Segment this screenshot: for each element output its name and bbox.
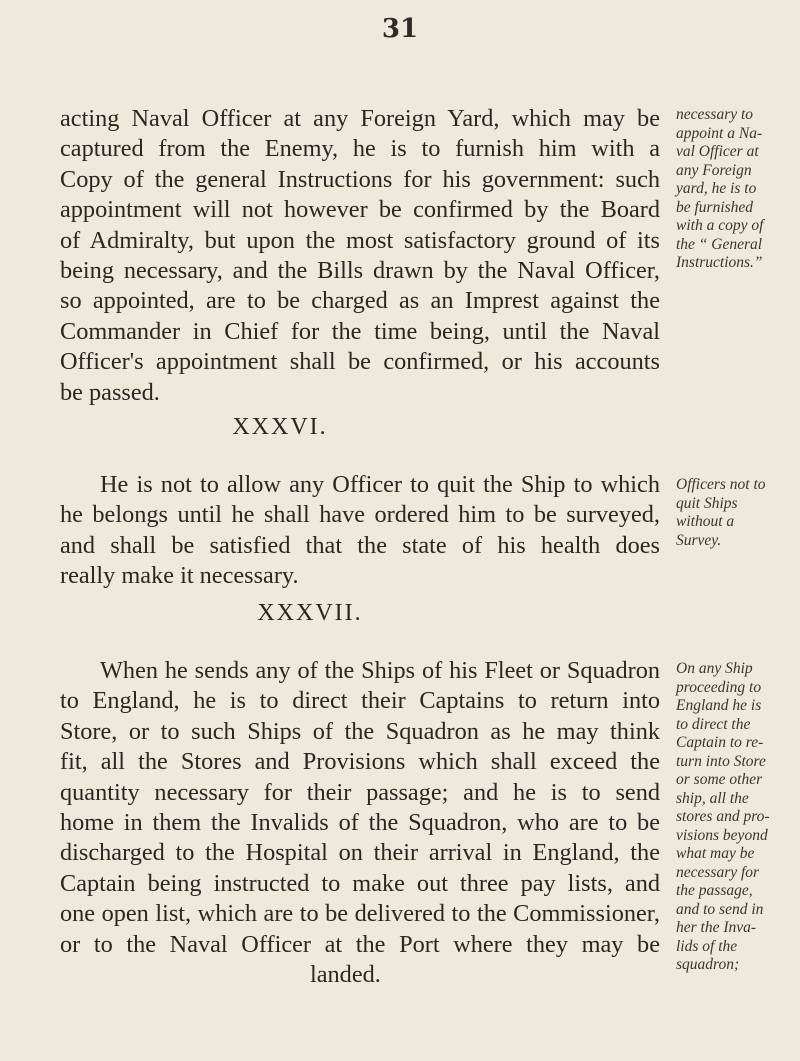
paragraph-article-xxxvii <box>60 656 660 990</box>
page-number: 31 <box>381 14 419 44</box>
note-line: without a <box>676 513 735 530</box>
text-line: be passed. <box>60 378 160 406</box>
note-line: what may be <box>676 845 755 862</box>
note-line: necessary to <box>676 106 754 123</box>
note-line: appoint a Na- <box>676 124 763 142</box>
text-line: quantity necessary for their passage; and he is to send <box>60 778 660 806</box>
text-line: of Admiralty, but upon the most satisfactory ground of its <box>60 226 660 254</box>
text-line: home in them the Invalids of the Squadron, who are to be <box>60 809 660 837</box>
text-line: discharged to the Hospital on their arrival in England, the <box>60 839 660 867</box>
text-line: Captain being instructed to make out three pay lists, and <box>60 869 660 897</box>
note-line: On any Ship <box>676 660 753 677</box>
text-line: acting Naval Officer at any Foreign Yard, which may be <box>60 105 660 132</box>
note-line: or some other <box>676 771 763 788</box>
text-line: Commander in Chief for the time being, until the Naval <box>60 317 660 345</box>
article-heading-xxxvi: XXXVI. <box>232 414 328 440</box>
marginal-note-ship-to-england <box>676 660 796 975</box>
marginal-note-survey <box>676 476 796 550</box>
note-line: visions beyond <box>676 826 768 844</box>
note-line: any Foreign <box>676 161 752 179</box>
note-line: the passage, <box>676 882 753 899</box>
text-line: Store, or to such Ships of the Squadron as he may think <box>60 717 660 745</box>
note-line: stores and pro- <box>676 808 770 825</box>
note-line: quit Ships <box>676 494 738 512</box>
note-line: the “ General <box>676 235 763 253</box>
text-line: really make it necessary. <box>60 562 299 590</box>
text-line: fit, all the Stores and Provisions which shall exceed the <box>60 748 660 776</box>
note-line: Officers not to <box>676 476 766 493</box>
text-line: one open list, which are to be delivered to the Commissioner, <box>60 900 660 928</box>
note-line: Captain to re- <box>676 734 764 751</box>
paragraph-continuation <box>60 104 660 408</box>
note-line: val Officer at <box>676 143 759 160</box>
note-line: squadron; <box>676 956 740 973</box>
article-heading-xxxvii: XXXVII. <box>257 600 363 626</box>
text-line: He is not to allow any Officer to quit the Ship to which <box>100 471 660 498</box>
note-line: her the Inva- <box>676 919 757 936</box>
text-line: appointment will not however be confirmed by the Board <box>60 196 660 224</box>
text-line: to England, he is to direct their Captains to return into <box>60 687 660 715</box>
text-line: he belongs until he shall have ordered him to be surveyed, <box>60 501 660 529</box>
text-line: Officer's appointment shall be confirmed, or his accounts <box>60 348 660 376</box>
note-line: lids of the <box>676 937 738 955</box>
text-line: or to the Naval Officer at the Port where they may be <box>60 930 660 958</box>
note-line: necessary for <box>676 863 760 881</box>
note-line: Instructions.” <box>676 254 763 271</box>
note-line: proceeding to <box>676 678 762 696</box>
note-line: to direct the <box>676 715 751 733</box>
text-line: captured from the Enemy, he is to furnish him with a <box>60 135 660 163</box>
text-line: When he sends any of the Ships of his Fleet or Squadron <box>100 657 660 684</box>
paragraph-article-xxxvi <box>60 470 660 592</box>
text-line: landed. <box>310 961 381 989</box>
note-line: Survey. <box>676 531 722 549</box>
note-line: turn into Store <box>676 752 766 770</box>
text-line: being necessary, and the Bills drawn by the Naval Officer, <box>60 257 660 285</box>
text-line: so appointed, are to be charged as an Imprest against the <box>60 287 660 315</box>
note-line: ship, all the <box>676 789 749 807</box>
note-line: England he is <box>676 697 762 714</box>
text-line: Copy of the general Instructions for his government: such <box>60 165 660 193</box>
note-line: and to send in <box>676 900 764 918</box>
note-line: with a copy of <box>676 217 764 234</box>
marginal-note-naval-officer <box>676 106 796 273</box>
note-line: yard, he is to <box>676 180 757 197</box>
text-line: and shall be satisfied that the state of his health does <box>60 531 660 559</box>
note-line: be furnished <box>676 198 754 216</box>
